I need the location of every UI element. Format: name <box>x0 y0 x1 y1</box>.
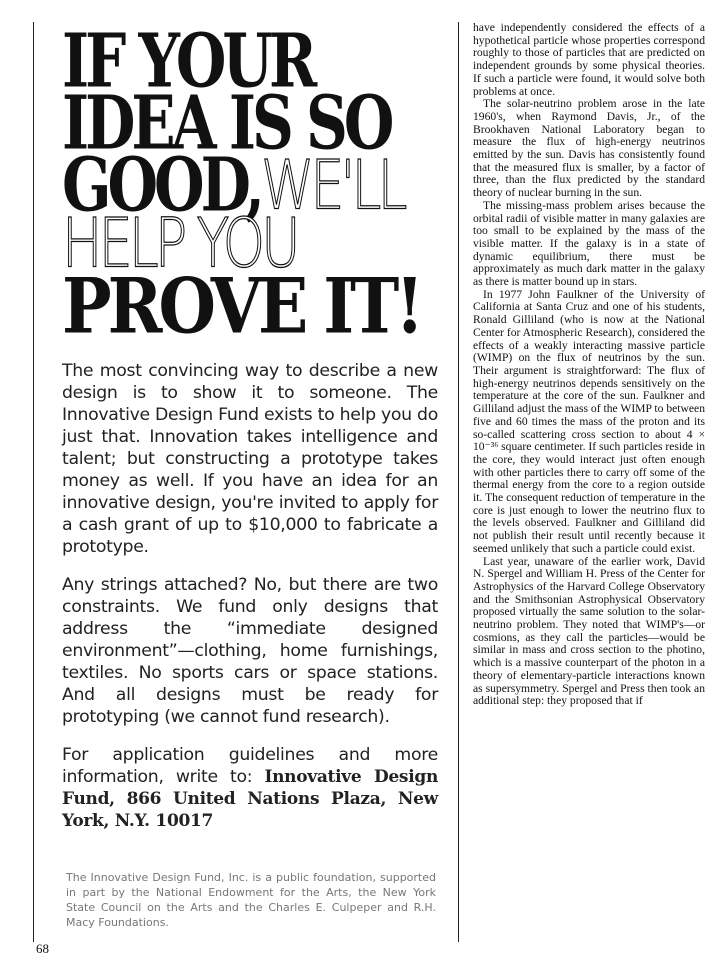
article-paragraph: Last year, unaware of the earlier work, David N. Spergel and William H. Press of the Center for Astrophysics of the Harvard College Observatory and the Smithsonian Astrophysical Observatory proposed virtually the same solution to the solar-neutrino problem. They noted that WIMP's—or cosmions, as they call the particles—would be similar in mass and cross section to the photino, which is a massive counterpart of the photon in a theory of elementary-particle interactions known as supersymmetry. Spergel and Press then took an additional step: they proposed that if <box>473 554 705 708</box>
contact-address: Innovative Design Fund, 866 United Nations Plaza, New York, N.Y. 10017 <box>62 767 438 831</box>
headline-line-3: GOOD,WE'LL <box>62 141 404 229</box>
page-number: 68 <box>36 941 49 956</box>
headline-line-1: IF YOUR <box>62 17 314 105</box>
left-margin-rule <box>33 22 34 942</box>
ad-footnote: The Innovative Design Fund, Inc. is a public foundation, supported in part by the National Endowment for the Arts, the New York State Council on the Arts and the Charles E. Culpeper and R.H. Macy Foundations. <box>66 871 436 929</box>
ad-headline <box>62 17 438 351</box>
headline-line-5: PROVE IT! <box>62 261 421 351</box>
ad-paragraph-intro: The most convincing way to describe a new design is to show it to someone. The Innovative Design Fund exists to help you do just that. Innovation takes intelligence and talent; but constructing a prototype takes money as well. If you have an idea for an innovative design, you're invited to apply for a cash grant of up to $10,000 to fabricate a prototype. <box>62 361 438 557</box>
ad-paragraph-contact: For application guidelines and more information, write to: Innovative Design Fund, 866 United Nations Plaza, New York, N.Y. 10017 <box>62 745 438 831</box>
article-paragraph: have independently considered the effects of a hypothetical particle whose properties correspond roughly to those of particles that are predicted on independent grounds by some physical theories. If such a particle were found, it would solve both problems at once. <box>473 21 705 98</box>
headline-line-4: HELP YOU <box>62 203 297 283</box>
advertisement <box>62 17 438 848</box>
article-paragraph: The missing-mass problem arises because the orbital radii of visible matter in many galaxies are too small to be explained by the mass of the visible matter. If the galaxy is in a state of dynamic equilibrium, there must be approximately as much dark matter in the galaxy as there is matter bound up in stars. <box>473 198 705 289</box>
column-rule <box>458 22 459 942</box>
ad-paragraph-constraints: Any strings attached? No, but there are two constraints. We fund only designs that address the “immediate designed environment”—clothing, home furnishings, textiles. No sports cars or space stations. And all designs must be ready for prototyping (we cannot fund research). <box>62 575 438 727</box>
article-paragraph: In 1977 John Faulkner of the University of California at Santa Cruz and one of his students, Ronald Gilliland (who is now at the National Center for Atmospheric Research), considered the effects of a weakly interacting massive particle (WIMP) on the flux of neutrinos by the sun. Their argument is straightforward: The flux of high-energy neutrinos depends sensitively on the temperature at the core of the sun. Faulkner and Gilliland adjust the mass of the WIMP to between five and 60 times the mass of the proton and its so-called scattering cross section to about 4 × 10⁻³⁶ square centimeter. If such particles reside in the core, they would interact just often enough with other particles there to carry off some of the thermal energy from the core to a region outside it. The consequent reduction of temperature in the core is just enough to lower the neutrino flux to the levels observed. Faulkner and Gilliland did not publish their result until recently because it seemed unlikely that such a particle could exist. <box>473 287 705 555</box>
article-paragraph: The solar-neutrino problem arose in the late 1960's, when Raymond Davis, Jr., of the Brookhaven National Laboratory began to measure the flux of high-energy neutrinos emitted by the sun. Davis has consistently found that the measured flux is smaller, by a factor of three, than the flux predicted by the standard theory of nuclear burning in the sun. <box>473 97 705 200</box>
headline-line-2: IDEA IS SO <box>62 79 391 167</box>
article-column <box>473 22 705 708</box>
